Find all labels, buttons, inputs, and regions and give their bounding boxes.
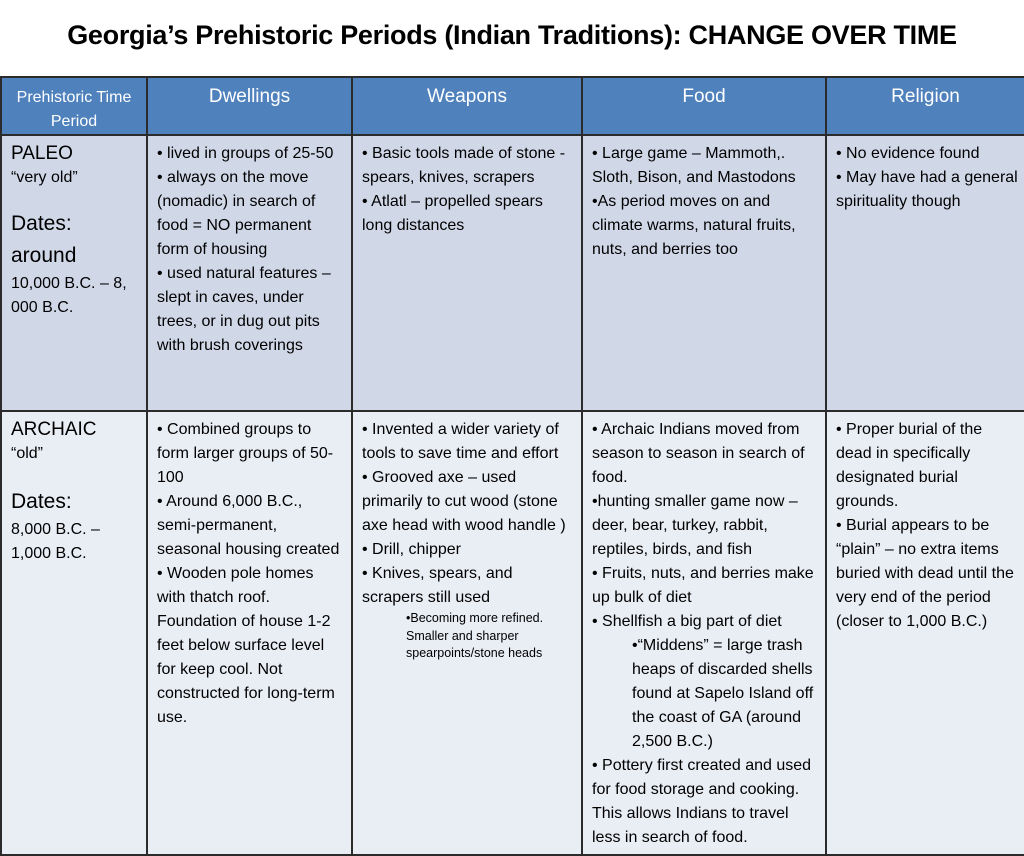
paleo-dwellings-item: • lived in groups of 25-50: [157, 145, 334, 162]
archaic-weapons-cell: [352, 411, 582, 855]
paleo-dates-label: Dates: around: [11, 212, 77, 267]
archaic-food-item: • Pottery first created and used for food storage and cooking. This allows Indians to travel less in search of food.: [592, 757, 812, 846]
archaic-religion-item: • Proper burial of the dead in specifically designated burial grounds.: [836, 421, 983, 510]
paleo-dwellings-cell: [147, 135, 352, 411]
header-food: Food: [582, 77, 826, 135]
table-header-row: [1, 77, 1024, 135]
paleo-weapons-cell: [352, 135, 582, 411]
paleo-food-item: • Large game – Mammoth,. Sloth, Bison, and Mastodons: [592, 145, 796, 186]
header-dwellings: Dwellings: [147, 77, 352, 135]
archaic-food-cell: [582, 411, 826, 855]
archaic-period-name: ARCHAIC: [11, 419, 97, 440]
paleo-dwellings-item: • always on the move (nomadic) in search of food = NO permanent form of housing: [157, 169, 316, 258]
archaic-weapons-item: • Drill, chipper: [362, 541, 461, 558]
archaic-food-item: • Archaic Indians moved from season to season in search of food.: [592, 421, 805, 486]
archaic-food-item: • Fruits, nuts, and berries make up bulk of diet: [592, 565, 814, 606]
archaic-religion-item: • Burial appears to be “plain” – no extra items buried with dead until the very end of the period (closer to 1,000 B.C.): [836, 517, 1014, 630]
paleo-dwellings-item: • used natural features – slept in caves, under trees, or in dug out pits with brush coverings: [157, 265, 331, 354]
paleo-period-desc: “very old”: [11, 169, 78, 186]
paleo-period-cell: [1, 135, 147, 411]
paleo-weapons-item: • Basic tools made of stone - spears, knives, scrapers: [362, 145, 566, 186]
archaic-religion-cell: [826, 411, 1024, 855]
archaic-dwellings-item: • Around 6,000 B.C., semi-permanent, seasonal housing created: [157, 493, 340, 558]
paleo-period-name: PALEO: [11, 143, 73, 164]
archaic-period-desc: “old”: [11, 445, 44, 462]
archaic-dates-label: Dates:: [11, 490, 72, 513]
archaic-dates-value: 8,000 B.C. – 1,000 B.C.: [11, 521, 100, 562]
header-period: Prehistoric Time Period: [1, 77, 147, 135]
archaic-food-subitem: •“Middens” = large trash heaps of discarded shells found at Sapelo Island off the coast of GA (around 2,500 B.C.): [632, 637, 814, 750]
table-row-archaic: [1, 411, 1024, 855]
paleo-food-cell: [582, 135, 826, 411]
archaic-food-item: •hunting smaller game now – deer, bear, turkey, rabbit, reptiles, birds, and fish: [592, 493, 798, 558]
archaic-weapons-subitem: •Becoming more refined. Smaller and sharper spearpoints/stone heads: [406, 611, 544, 661]
archaic-dwellings-item: • Combined groups to form larger groups of 50-100: [157, 421, 334, 486]
header-weapons: Weapons: [352, 77, 582, 135]
archaic-weapons-item: • Invented a wider variety of tools to save time and effort: [362, 421, 559, 462]
archaic-weapons-item: • Grooved axe – used primarily to cut wood (stone axe head with wood handle ): [362, 469, 566, 534]
archaic-weapons-item: • Knives, spears, and scrapers still used: [362, 565, 513, 606]
slide-title: Georgia’s Prehistoric Periods (Indian Traditions): CHANGE OVER TIME: [67, 20, 957, 50]
paleo-religion-item: • May have had a general spirituality though: [836, 169, 1018, 210]
archaic-dwellings-cell: [147, 411, 352, 855]
archaic-dwellings-item: • Wooden pole homes with thatch roof. Foundation of house 1-2 feet below surface level for keep cool. Not constructed for long-term use.: [157, 565, 335, 726]
archaic-food-item: • Shellfish a big part of diet: [592, 613, 782, 630]
paleo-religion-cell: [826, 135, 1024, 411]
header-religion: Religion: [826, 77, 1024, 135]
paleo-food-item: •As period moves on and climate warms, natural fruits, nuts, and berries too: [592, 193, 796, 258]
table-row-paleo: [1, 135, 1024, 411]
paleo-religion-item: • No evidence found: [836, 145, 980, 162]
archaic-period-cell: [1, 411, 147, 855]
paleo-weapons-item: • Atlatl – propelled spears long distances: [362, 193, 543, 234]
prehistoric-periods-table: [0, 76, 1024, 856]
paleo-dates-value: 10,000 B.C. – 8, 000 B.C.: [11, 275, 127, 316]
